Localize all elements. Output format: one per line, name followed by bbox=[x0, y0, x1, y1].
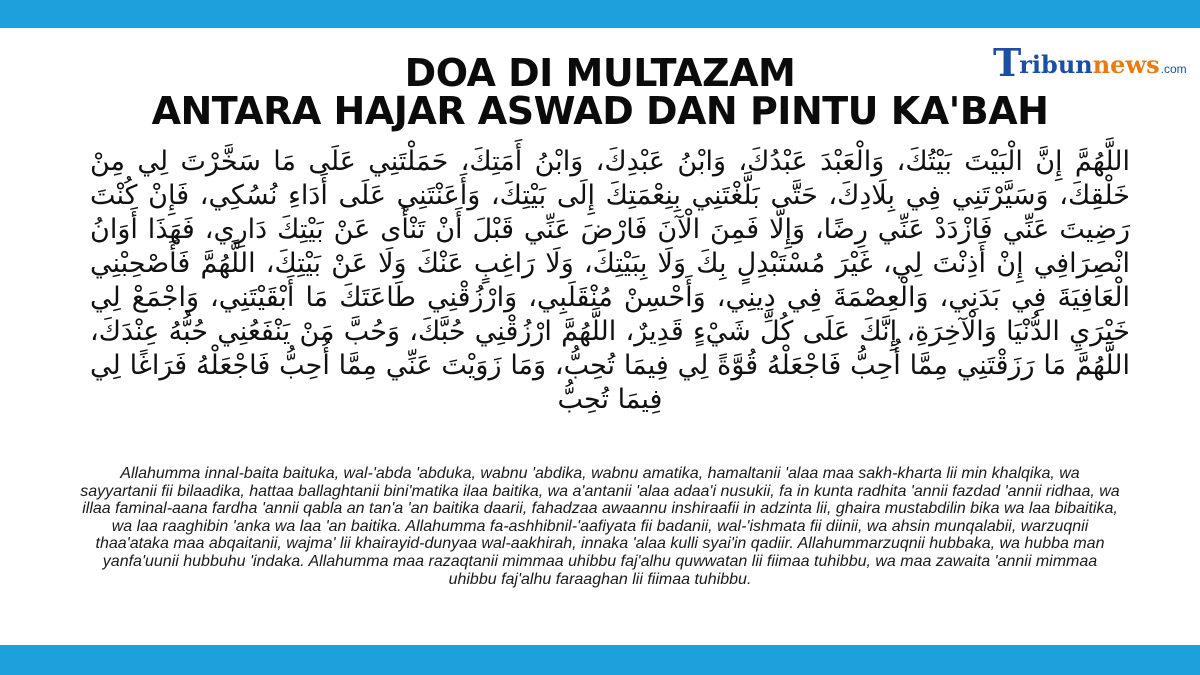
title-line-1: DOA DI MULTAZAM bbox=[404, 51, 796, 95]
bottom-accent-bar bbox=[0, 645, 1200, 675]
logo-news-text: news bbox=[1092, 50, 1160, 79]
transliteration-text: Allahumma innal-baita baituka, wal-'abda 'abduka, wabnu 'abdika, wabnu amatika, hamaltanii 'alaa maa sakh-kharta lii min khalqika, wa sayyartanii fii bilaadika, hattaa ballaghtanii bini'matika ilaa baitika, wa a'antanii 'alaa adaa'i nusukii, fa in kunta radhita 'annii fazdad 'annii ridhaa, wa illaa faminal-aana fardha 'annii qabla an tan'a 'an baitika daarii, fahadzaa awaannu inshiraafii in adzinta lii, ghaira mustabdilin bika wa laa bibaitika, wa laa raaghibin 'anka wa laa 'an baitika. Allahumma fa-ashhibnil-'aafiyata fii badanii, wal-'ishmata fii diinii, wa ahsin munqalabii, warzuqnii thaa'ataka maa abqaitanii, wajma' lii khairayid-dunyaa wal-aakhirah, innaka 'alaa kulli syai'in qadiir. Allahummarzuqnii hubbaka, wa hubba man yanfa'uunii hubbuhu 'indaka. Allahumma maa razaqtanii mimmaa uhibbu faj'alhu quwwatan lii fiimaa tuhibbu, wa maa zawaita 'annii mimmaa uhibbu faj'alhu faraaghan lii fiimaa tuhibbu. bbox=[80, 465, 1120, 588]
page-title bbox=[80, 51, 1120, 133]
title-line-2: ANTARA HAJAR ASWAD DAN PINTU KA'BAH bbox=[151, 89, 1049, 133]
arabic-prayer-text: اللَّهُمَّ إِنَّ الْبَيْتَ بَيْتُكَ، وَالْعَبْدَ عَبْدُكَ، وَابْنُ عَبْدِكَ، وَابْنُ أَمَتِكَ، حَمَلْتَنِي عَلَى مَا سَخَّرْتَ لِي مِنْ خَلْقِكَ، وَسَيَّرْتَنِي فِي بِلَادِكَ، حَتَّى بَلَّغْتَنِي بِنِعْمَتِكَ إِلَى بَيْتِكَ، وَأَعَنْتَنِي عَلَى أَدَاءِ نُسُكِي، فَإِنْ كُنْتَ رَضِيتَ عَنِّي فَازْدَدْ عَنِّي رِضًا، وَإِلَّا فَمِنَ الْآنَ فَارْضَ عَنِّي قَبْلَ أَنْ تَنْأَى عَنْ بَيْتِكَ دَارِي، فَهَذَا أَوَانُ انْصِرَافِي إِنْ أَذِنْتَ لِي، غَيْرَ مُسْتَبْدِلٍ بِكَ وَلَا بِبَيْتِكَ، وَلَا رَاغِبٍ عَنْكَ وَلَا عَنْ بَيْتِكَ، اللَّهُمَّ فَأَصْحِبْنِي الْعَافِيَةَ فِي بَدَنِي، وَالْعِصْمَةَ فِي دِينِي، وَأَحْسِنْ مُنْقَلَبِي، وَارْزُقْنِي طَاعَتَكَ مَا أَبْقَيْتَنِي، وَاجْمَعْ لِي خَيْرَيِ الدُّنْيَا وَالْآخِرَةِ، إِنَّكَ عَلَى كُلِّ شَيْءٍ قَدِيرٌ، اللَّهُمَّ ارْزُقْنِي حُبَّكَ، وَحُبَّ مَنْ يَنْفَعُنِي حُبُّهُ عِنْدَكَ، اللَّهُمَّ مَا رَزَقْتَنِي مِمَّا أُحِبُّ فَاجْعَلْهُ قُوَّةً لِي فِيمَا تُحِبُّ، وَمَا زَوَيْتَ عَنِّي مِمَّا أُحِبُّ فَاجْعَلْهُ فَرَاغًا لِي فِيمَا تُحِبُّ bbox=[90, 146, 1130, 415]
top-accent-bar bbox=[0, 0, 1200, 28]
logo-t-letter: T bbox=[993, 40, 1022, 85]
logo-com-text: .com bbox=[1160, 62, 1187, 76]
logo-ribun-text: ribun bbox=[1019, 50, 1093, 79]
